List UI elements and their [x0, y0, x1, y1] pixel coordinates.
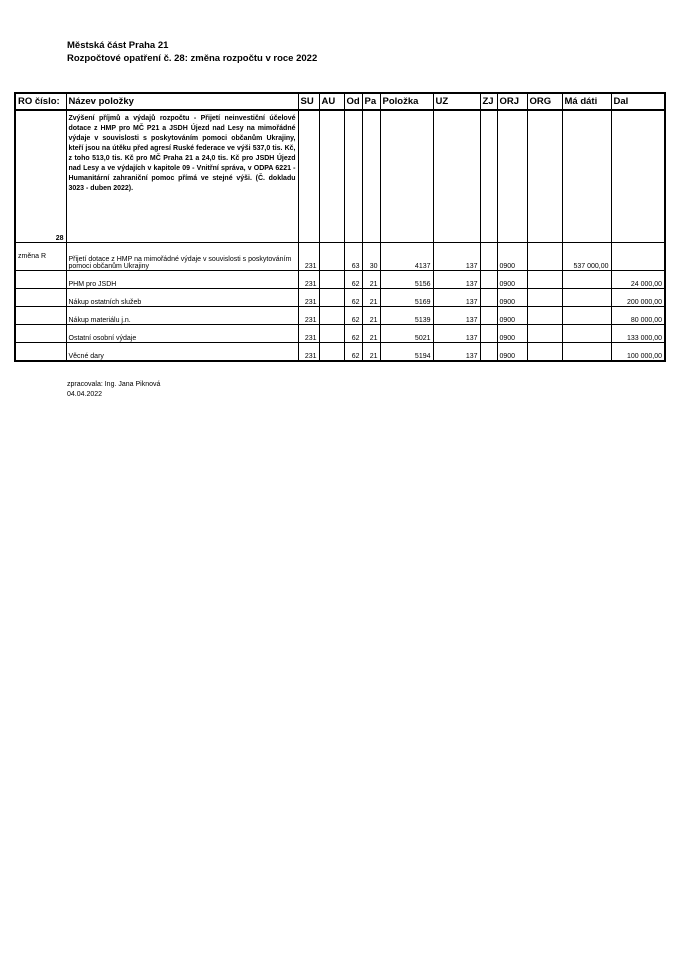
row-uz: 137	[433, 343, 480, 362]
row-polozka: 5156	[380, 271, 433, 289]
municipality-title: Městská část Praha 21	[67, 40, 169, 51]
col-zj: ZJ	[480, 93, 497, 110]
col-au: AU	[319, 93, 344, 110]
col-ma-dati: Má dáti	[562, 93, 611, 110]
row-ma-dati	[562, 289, 611, 307]
row-od: 62	[344, 325, 362, 343]
row-zj	[480, 343, 497, 362]
row-au	[319, 325, 344, 343]
row-zj	[480, 271, 497, 289]
row-ro	[15, 289, 66, 307]
row-su: 231	[298, 289, 319, 307]
row-polozka: 4137	[380, 243, 433, 271]
row-name: Přijetí dotace z HMP na mimořádné výdaje v souvislosti s poskytováním pomoci občanům Ukrajiny	[66, 243, 298, 271]
col-ro: RO číslo:	[15, 93, 66, 110]
row-pa: 21	[362, 271, 380, 289]
row-ro	[15, 271, 66, 289]
row-pa: 30	[362, 243, 380, 271]
row-ro	[15, 325, 66, 343]
row-au	[319, 307, 344, 325]
row-uz: 137	[433, 289, 480, 307]
date: 04.04.2022	[67, 391, 103, 398]
row-su: 231	[298, 243, 319, 271]
prepared-by: zpracovala: Ing. Jana Piknová	[67, 381, 161, 388]
col-polozka: Položka	[380, 93, 433, 110]
table-row	[15, 343, 665, 362]
col-pa: Pa	[362, 93, 380, 110]
row-zj	[480, 243, 497, 271]
row-ma-dati	[562, 343, 611, 362]
table-row	[15, 289, 665, 307]
row-od: 63	[344, 243, 362, 271]
table-header-row	[15, 93, 665, 110]
row-su: 231	[298, 343, 319, 362]
document-subtitle: Rozpočtové opatření č. 28: změna rozpočtu v roce 2022	[67, 53, 318, 64]
table-row	[15, 307, 665, 325]
row-uz: 137	[433, 307, 480, 325]
row-orj: 0900	[497, 243, 527, 271]
row-ma-dati	[562, 307, 611, 325]
row-orj: 0900	[497, 289, 527, 307]
row-orj: 0900	[497, 307, 527, 325]
col-su: SU	[298, 93, 319, 110]
row-polozka: 5139	[380, 307, 433, 325]
col-name: Název položky	[66, 93, 298, 110]
row-au	[319, 243, 344, 271]
row-od: 62	[344, 343, 362, 362]
table-row	[15, 271, 665, 289]
row-org	[527, 343, 562, 362]
row-orj: 0900	[497, 343, 527, 362]
row-name: PHM pro JSDH	[66, 271, 298, 289]
col-dal: Dal	[611, 93, 665, 110]
row-dal: 24 000,00	[611, 271, 665, 289]
row-pa: 21	[362, 307, 380, 325]
row-dal: 80 000,00	[611, 307, 665, 325]
row-uz: 137	[433, 325, 480, 343]
row-org	[527, 271, 562, 289]
row-ro	[15, 307, 66, 325]
row-org	[527, 325, 562, 343]
row-pa: 21	[362, 343, 380, 362]
row-orj: 0900	[497, 325, 527, 343]
row-su: 231	[298, 325, 319, 343]
row-uz: 137	[433, 271, 480, 289]
row-ma-dati	[562, 271, 611, 289]
row-au	[319, 271, 344, 289]
col-od: Od	[344, 93, 362, 110]
row-uz: 137	[433, 243, 480, 271]
row-dal: 100 000,00	[611, 343, 665, 362]
row-dal: 133 000,00	[611, 325, 665, 343]
row-polozka: 5021	[380, 325, 433, 343]
row-au	[319, 343, 344, 362]
col-org: ORG	[527, 93, 562, 110]
description-row	[15, 110, 665, 243]
row-pa: 21	[362, 289, 380, 307]
row-zj	[480, 289, 497, 307]
row-org	[527, 289, 562, 307]
row-zj	[480, 307, 497, 325]
row-ro	[15, 343, 66, 362]
row-dal: 200 000,00	[611, 289, 665, 307]
row-polozka: 5194	[380, 343, 433, 362]
row-dal	[611, 243, 665, 271]
row-su: 231	[298, 271, 319, 289]
table-row	[15, 325, 665, 343]
row-name: Nákup ostatních služeb	[66, 289, 298, 307]
row-org	[527, 243, 562, 271]
row-name: Věcné dary	[66, 343, 298, 362]
row-zj	[480, 325, 497, 343]
row-ma-dati: 537 000,00	[562, 243, 611, 271]
ro-description: Zvýšení příjmů a výdajů rozpočtu - Přijetí neinvestiční účelové dotace z HMP pro MČ P21 a JSDH Újezd nad Lesy na mimořádné výdaje v souvislosti s poskytováním pomoci občanům Ukrajiny, kteří jsou na útěku před agresí Ruské federace ve výši 537,0 tis. Kč, z toho 513,0 tis. Kč pro MČ Praha 21 a 24,0 tis. Kč pro JSDH Újezd nad Lesy a ve výdajích v kapitole 09 - Vnitřní správa, v ODPA 6221 - Humanitární zahraniční pomoc přímá ve stejné výši. (Č. dokladu 3023 - duben 2022).	[66, 110, 298, 243]
col-orj: ORJ	[497, 93, 527, 110]
row-su: 231	[298, 307, 319, 325]
row-org	[527, 307, 562, 325]
row-orj: 0900	[497, 271, 527, 289]
row-ma-dati	[562, 325, 611, 343]
row-ro: změna R	[15, 243, 66, 271]
row-polozka: 5169	[380, 289, 433, 307]
row-od: 62	[344, 307, 362, 325]
row-name: Nákup materiálu j.n.	[66, 307, 298, 325]
row-name: Ostatní osobní výdaje	[66, 325, 298, 343]
col-uz: UZ	[433, 93, 480, 110]
table-row	[15, 243, 665, 271]
ro-number: 28	[15, 110, 66, 243]
row-od: 62	[344, 271, 362, 289]
budget-table	[14, 92, 666, 362]
row-au	[319, 289, 344, 307]
row-od: 62	[344, 289, 362, 307]
row-pa: 21	[362, 325, 380, 343]
